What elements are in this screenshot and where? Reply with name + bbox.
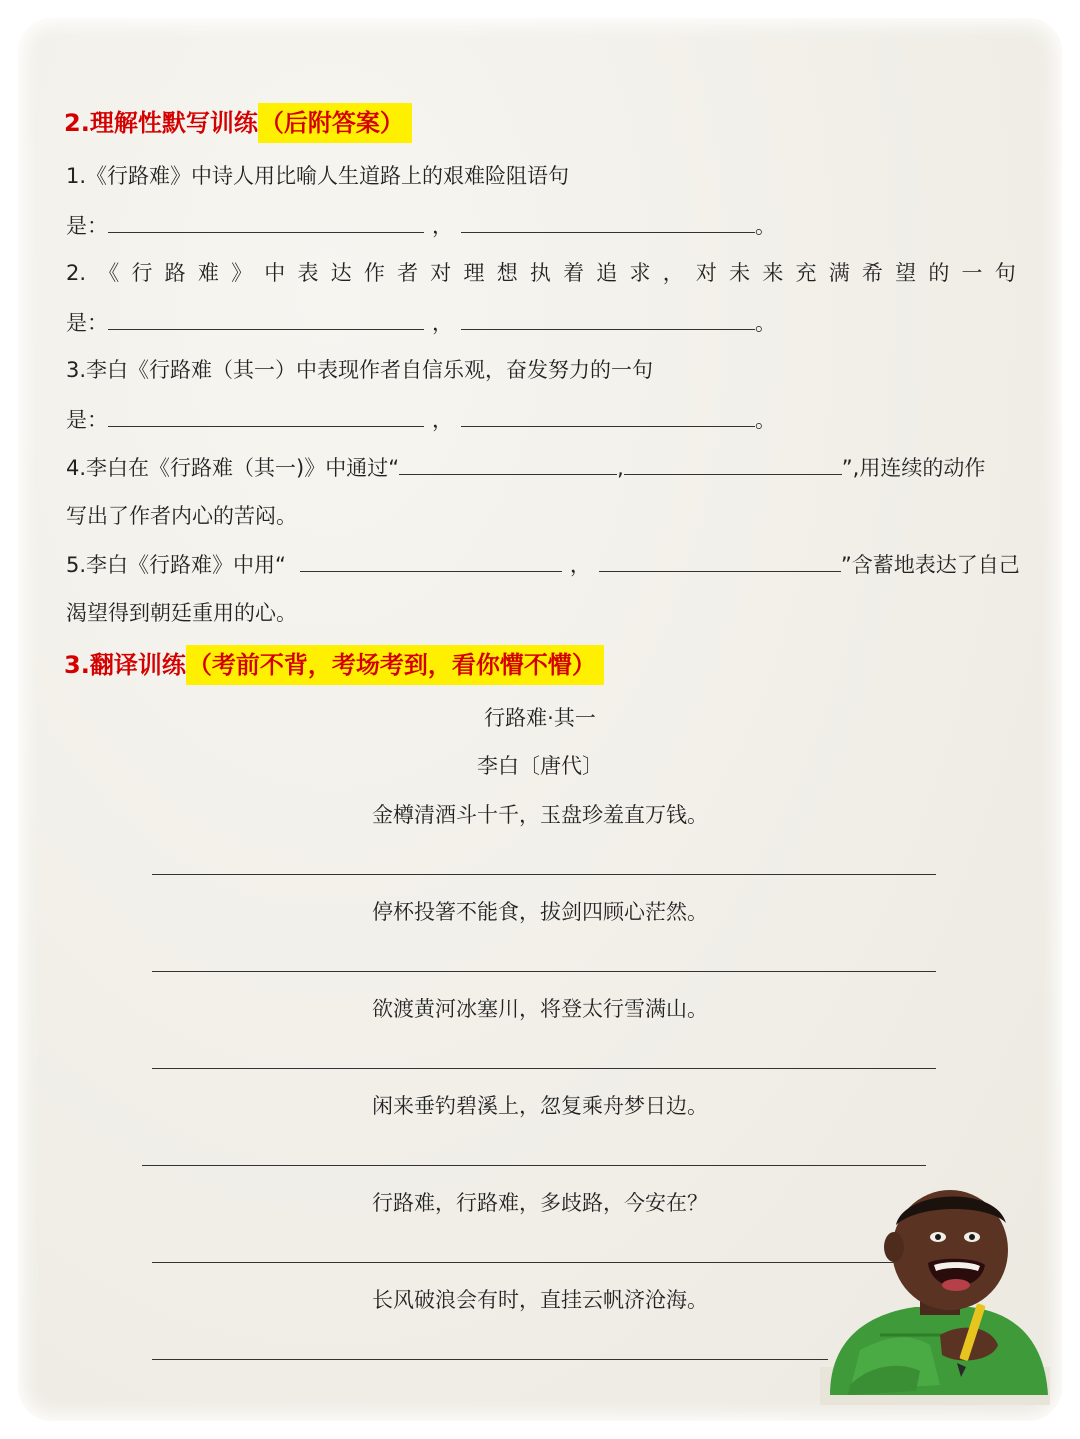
stem-char: 满: [828, 261, 850, 285]
stem-char: 追: [596, 261, 618, 285]
translation-answer-line[interactable]: [152, 971, 936, 972]
translation-answer-line[interactable]: [152, 874, 936, 875]
answer-separator: ，: [432, 214, 453, 238]
stem-char: ，: [662, 261, 684, 285]
stem-char: 理: [463, 261, 485, 285]
question-4-row: [66, 452, 985, 482]
answer-end: 。: [755, 311, 776, 335]
answer-prefix: 是：: [66, 311, 108, 335]
stem-char: 《: [98, 261, 120, 285]
answer-end: 。: [755, 408, 776, 432]
question-5-part1: 5.李白《行路难》中用“: [66, 553, 286, 577]
stem-char: 路: [164, 261, 186, 285]
stem-char: 对: [695, 261, 717, 285]
stem-char: 对: [430, 261, 452, 285]
stem-char: 来: [762, 261, 784, 285]
stem-char: 行: [131, 261, 153, 285]
poem-title: 行路难·其一: [484, 706, 596, 730]
translation-answer-line[interactable]: [152, 1262, 904, 1263]
question-1-answer-row: [66, 210, 776, 240]
question-5-line2: 渴望得到朝廷重用的心。: [66, 601, 297, 625]
question-5-part2: ”含蓄地表达了自己: [840, 553, 1020, 577]
answer-blank[interactable]: [599, 549, 841, 572]
stem-char: 2.: [66, 261, 87, 285]
question-3-stem: 3.李白《行路难（其一）中表现作者自信乐观，奋发努力的一句: [66, 358, 654, 382]
answer-separator: ,: [617, 456, 624, 480]
stem-char: 充: [795, 261, 817, 285]
section-2-title: 2.理解性默写训练: [64, 109, 258, 137]
laughing-kid-writing-sticker: [820, 1185, 1050, 1405]
question-4-part1: 4.李白在《行路难（其一)》中通过“: [66, 456, 400, 480]
stem-char: 求: [629, 261, 651, 285]
stem-char: 达: [330, 261, 352, 285]
stem-char: 望: [895, 261, 917, 285]
question-2-stem: [66, 258, 1016, 288]
answer-prefix: 是：: [66, 214, 108, 238]
answer-separator: ，: [569, 553, 591, 577]
stem-char: 执: [529, 261, 551, 285]
translation-answer-line[interactable]: [152, 1068, 936, 1069]
stem-char: 未: [729, 261, 751, 285]
stem-char: 句: [994, 261, 1016, 285]
section-3-highlight: （考前不背，考场考到，看你懵不懵）: [186, 645, 604, 685]
answer-separator: ，: [432, 408, 453, 432]
stem-char: 想: [496, 261, 518, 285]
section-3-title: 3.翻译训练: [64, 651, 186, 679]
stem-char: 》: [231, 261, 253, 285]
answer-blank[interactable]: [461, 307, 755, 330]
section-2-highlight: （后附答案）: [258, 103, 412, 143]
poem-line: 行路难，行路难，多歧路，今安在？: [372, 1191, 708, 1215]
stem-char: 难: [197, 261, 219, 285]
answer-blank[interactable]: [461, 404, 755, 427]
stem-char: 一: [961, 261, 983, 285]
translation-answer-line[interactable]: [142, 1165, 926, 1166]
stem-char: 着: [563, 261, 585, 285]
poem-line: 停杯投箸不能食，拔剑四顾心茫然。: [372, 900, 708, 924]
kid-illustration-icon: [820, 1185, 1050, 1405]
poem-line: 欲渡黄河冰塞川，将登太行雪满山。: [372, 997, 708, 1021]
stem-char: 中: [264, 261, 286, 285]
answer-prefix: 是：: [66, 408, 108, 432]
answer-blank[interactable]: [624, 452, 842, 475]
translation-answer-line[interactable]: [152, 1359, 828, 1360]
poem-line: 金樽清酒斗十千，玉盘珍羞直万钱。: [372, 803, 708, 827]
poem-author: 李白〔唐代〕: [477, 754, 603, 778]
answer-separator: ，: [432, 311, 453, 335]
section-2-heading: [64, 103, 412, 143]
stem-char: 的: [928, 261, 950, 285]
answer-blank[interactable]: [461, 210, 755, 233]
answer-end: 。: [755, 214, 776, 238]
section-3-heading: [64, 645, 604, 685]
answer-blank[interactable]: [399, 452, 617, 475]
stem-char: 希: [861, 261, 883, 285]
stem-char: 者: [397, 261, 419, 285]
stem-char: 作: [363, 261, 385, 285]
question-4-part2: ”,用连续的动作: [841, 456, 986, 480]
question-4-line2: 写出了作者内心的苦闷。: [66, 504, 297, 528]
stem-char: 表: [297, 261, 319, 285]
answer-blank[interactable]: [108, 404, 424, 427]
poem-line: 长风破浪会有时，直挂云帆济沧海。: [372, 1288, 708, 1312]
question-1-stem: 1.《行路难》中诗人用比喻人生道路上的艰难险阻语句: [66, 164, 570, 188]
question-3-answer-row: [66, 404, 776, 434]
question-2-answer-row: [66, 307, 776, 337]
poem-line: 闲来垂钓碧溪上，忽复乘舟梦日边。: [372, 1094, 708, 1118]
answer-blank[interactable]: [108, 307, 424, 330]
answer-blank[interactable]: [300, 549, 562, 572]
question-5-row: [66, 549, 1020, 579]
answer-blank[interactable]: [108, 210, 424, 233]
